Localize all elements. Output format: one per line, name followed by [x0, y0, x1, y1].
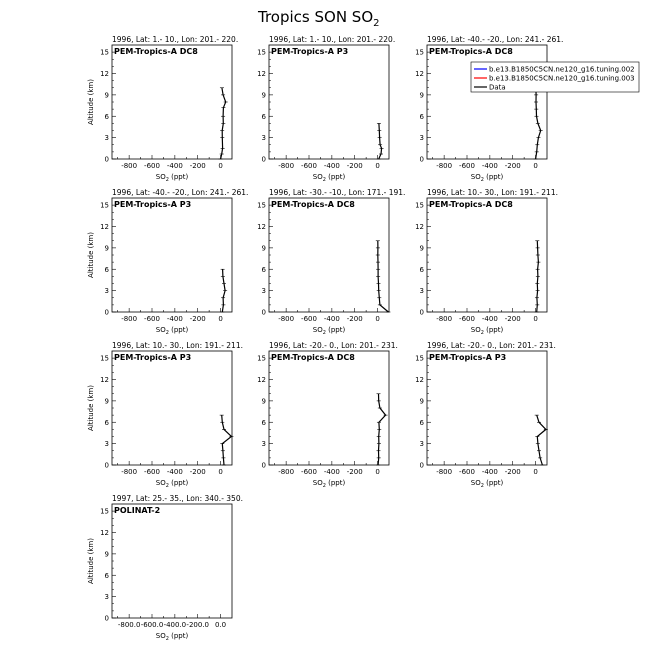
panel-3: [415, 35, 563, 183]
y-tick-label: 9: [261, 91, 266, 100]
y-tick-label: 12: [257, 70, 266, 78]
panel-header: 1996, Lat: -40.- -20., Lon: 241.- 261.: [427, 35, 564, 44]
panel-4: [87, 188, 248, 336]
y-tick-label: 9: [104, 244, 109, 253]
x-tick-label: -200.0: [186, 621, 210, 629]
y-tick-label: 0: [261, 461, 266, 470]
x-tick-label: 0: [533, 315, 538, 323]
y-tick-label: 3: [104, 134, 109, 143]
x-tick-label: -200: [189, 315, 206, 323]
x-tick-label: -800: [121, 162, 138, 170]
x-tick-label: -600: [144, 162, 160, 170]
y-tick-label: 15: [415, 48, 424, 57]
x-axis-label: $SO_2$ (ppt): [155, 632, 189, 642]
x-tick-label: -400.0: [163, 621, 187, 629]
x-tick-label: -200: [504, 162, 521, 170]
x-axis-label: $SO_2$ (ppt): [155, 326, 189, 336]
x-tick-label: -400: [481, 315, 498, 323]
y-tick-label: 9: [104, 397, 109, 406]
plot-frame: [112, 45, 232, 159]
experiment-label: PEM-Tropics-A DC8: [429, 200, 513, 209]
x-axis-label: $SO_2$ (ppt): [155, 479, 189, 489]
y-tick-label: 9: [419, 91, 424, 100]
panel-grid: [87, 35, 563, 642]
x-tick-label: -400: [481, 468, 498, 476]
panel-1: [87, 35, 238, 183]
x-tick-label: -800.0: [117, 621, 141, 629]
y-tick-label: 6: [261, 418, 266, 427]
data-profile-line: [537, 415, 546, 465]
x-tick-label: -400: [323, 468, 340, 476]
experiment-label: PEM-Tropics-A DC8: [114, 47, 198, 56]
legend-entry: b.e13.B1850C5CN.ne120_g16.tuning.003: [489, 74, 635, 83]
legend-entry: b.e13.B1850C5CN.ne120_g16.tuning.002: [489, 65, 635, 74]
x-tick-label: 0: [218, 315, 223, 323]
y-tick-label: 15: [415, 201, 424, 210]
panel-header: 1996, Lat: 1.- 10., Lon: 201.- 220.: [269, 35, 396, 44]
experiment-label: POLINAT-2: [114, 506, 161, 515]
x-tick-label: -400: [481, 162, 498, 170]
y-tick-label: 3: [419, 440, 424, 449]
x-tick-label: -600: [301, 315, 317, 323]
x-tick-label: -400: [323, 315, 340, 323]
y-tick-label: 3: [419, 134, 424, 143]
x-tick-label: -200: [504, 315, 521, 323]
y-tick-label: 0: [261, 155, 266, 164]
y-tick-label: 9: [261, 397, 266, 406]
x-tick-label: 0: [218, 162, 223, 170]
panel-header: 1996, Lat: 1.- 10., Lon: 201.- 220.: [112, 35, 239, 44]
x-tick-label: -600: [144, 468, 160, 476]
x-tick-label: -600: [459, 162, 475, 170]
x-tick-label: -800: [121, 315, 138, 323]
y-tick-label: 12: [415, 376, 424, 384]
panel-9: [415, 341, 556, 489]
y-tick-label: 12: [257, 376, 266, 384]
y-tick-label: 3: [104, 287, 109, 296]
plot-frame: [427, 198, 547, 312]
y-tick-label: 0: [104, 308, 109, 317]
y-tick-label: 6: [104, 112, 109, 121]
y-tick-label: 0: [104, 614, 109, 623]
x-tick-label: 0: [533, 162, 538, 170]
y-tick-label: 0: [419, 308, 424, 317]
plot-frame: [269, 198, 389, 312]
x-tick-label: -600: [459, 468, 475, 476]
y-tick-label: 12: [415, 70, 424, 78]
y-tick-label: 12: [100, 529, 109, 537]
x-tick-label: 0.0: [215, 621, 227, 629]
x-tick-label: -400: [166, 315, 183, 323]
plot-frame: [112, 351, 232, 465]
panel-header: 1997, Lat: 25.- 35., Lon: 340.- 350.: [112, 494, 243, 503]
y-tick-label: 0: [261, 308, 266, 317]
x-tick-label: 0: [533, 468, 538, 476]
experiment-label: PEM-Tropics-A P3: [114, 200, 192, 209]
panel-5: [257, 188, 405, 336]
experiment-label: PEM-Tropics-A P3: [114, 353, 192, 362]
panel-header: 1996, Lat: 10.- 30., Lon: 191.- 211.: [112, 341, 243, 350]
x-tick-label: 0: [375, 162, 380, 170]
plot-frame: [269, 45, 389, 159]
y-tick-label: 0: [419, 155, 424, 164]
panel-header: 1996, Lat: -20.- 0., Lon: 201.- 231.: [269, 341, 398, 350]
experiment-label: PEM-Tropics-A P3: [429, 353, 507, 362]
y-tick-label: 9: [419, 244, 424, 253]
y-tick-label: 3: [419, 287, 424, 296]
x-tick-label: 0: [375, 315, 380, 323]
legend: [471, 62, 639, 92]
y-tick-label: 0: [419, 461, 424, 470]
y-tick-label: 15: [100, 507, 109, 516]
y-tick-label: 15: [100, 354, 109, 363]
y-tick-label: 15: [100, 48, 109, 57]
legend-entry: Data: [489, 83, 506, 92]
experiment-label: PEM-Tropics-A P3: [271, 47, 349, 56]
y-tick-label: 3: [261, 287, 266, 296]
panel-2: [257, 35, 395, 183]
x-tick-label: -800: [436, 162, 453, 170]
y-tick-label: 15: [257, 354, 266, 363]
plot-frame: [269, 351, 389, 465]
x-tick-label: 0: [375, 468, 380, 476]
x-axis-label: $SO_2$ (ppt): [155, 173, 189, 183]
x-axis-label: $SO_2$ (ppt): [312, 173, 346, 183]
y-tick-label: 9: [261, 244, 266, 253]
plot-frame: [112, 198, 232, 312]
experiment-label: PEM-Tropics-A DC8: [271, 200, 355, 209]
plot-frame: [112, 504, 232, 618]
y-axis-label: Altitude (km): [87, 232, 95, 278]
x-tick-label: 0: [218, 468, 223, 476]
x-tick-label: -600.0: [140, 621, 164, 629]
y-tick-label: 9: [104, 91, 109, 100]
y-tick-label: 6: [104, 418, 109, 427]
x-tick-label: -200: [346, 162, 363, 170]
data-profile-line: [379, 123, 382, 159]
experiment-label: PEM-Tropics-A DC8: [429, 47, 513, 56]
panel-header: 1996, Lat: -40.- -20., Lon: 241.- 261.: [112, 188, 249, 197]
x-tick-label: -800: [121, 468, 138, 476]
plot-frame: [427, 351, 547, 465]
data-profile-line: [222, 415, 232, 465]
y-tick-label: 6: [104, 571, 109, 580]
x-tick-label: -800: [436, 468, 453, 476]
x-axis-label: $SO_2$ (ppt): [312, 479, 346, 489]
y-tick-label: 0: [104, 461, 109, 470]
x-tick-label: -800: [436, 315, 453, 323]
panel-header: 1996, Lat: 10.- 30., Lon: 191.- 211.: [427, 188, 558, 197]
y-tick-label: 12: [257, 223, 266, 231]
x-tick-label: -600: [144, 315, 160, 323]
panel-8: [257, 341, 398, 489]
x-tick-label: -600: [459, 315, 475, 323]
y-tick-label: 3: [104, 593, 109, 602]
x-axis-label: $SO_2$ (ppt): [470, 173, 504, 183]
x-tick-label: -400: [323, 162, 340, 170]
y-tick-label: 9: [419, 397, 424, 406]
y-axis-label: Altitude (km): [87, 538, 95, 584]
y-tick-label: 12: [415, 223, 424, 231]
x-tick-label: -800: [278, 315, 295, 323]
x-tick-label: -200: [346, 468, 363, 476]
y-tick-label: 12: [100, 376, 109, 384]
x-tick-label: -200: [346, 315, 363, 323]
x-tick-label: -400: [166, 468, 183, 476]
x-axis-label: $SO_2$ (ppt): [470, 326, 504, 336]
panel-6: [415, 188, 558, 336]
y-axis-label: Altitude (km): [87, 385, 95, 431]
y-tick-label: 6: [419, 265, 424, 274]
y-tick-label: 6: [419, 112, 424, 121]
y-tick-label: 12: [100, 223, 109, 231]
y-tick-label: 15: [257, 48, 266, 57]
x-tick-label: -200: [189, 162, 206, 170]
panel-10: [87, 494, 243, 642]
x-tick-label: -800: [278, 162, 295, 170]
y-tick-label: 6: [104, 265, 109, 274]
x-axis-label: $SO_2$ (ppt): [470, 479, 504, 489]
y-tick-label: 15: [100, 201, 109, 210]
y-tick-label: 3: [104, 440, 109, 449]
y-tick-label: 0: [104, 155, 109, 164]
x-tick-label: -800: [278, 468, 295, 476]
panel-7: [87, 341, 243, 489]
y-tick-label: 6: [261, 112, 266, 121]
panel-header: 1996, Lat: -20.- 0., Lon: 201.- 231.: [427, 341, 556, 350]
x-tick-label: -200: [189, 468, 206, 476]
experiment-label: PEM-Tropics-A DC8: [271, 353, 355, 362]
y-tick-label: 6: [261, 265, 266, 274]
y-tick-label: 3: [261, 134, 266, 143]
x-tick-label: -600: [301, 162, 317, 170]
y-tick-label: 12: [100, 70, 109, 78]
x-tick-label: -600: [301, 468, 317, 476]
svg-text:Tropics SON SO2: Tropics SON $SO_2$: [258, 8, 380, 29]
y-tick-label: 3: [261, 440, 266, 449]
y-axis-label: Altitude (km): [87, 79, 95, 125]
panel-header: 1996, Lat: -30.- -10., Lon: 171.- 191.: [269, 188, 406, 197]
x-tick-label: -200: [504, 468, 521, 476]
y-tick-label: 15: [415, 354, 424, 363]
figure-title: [257, 8, 380, 29]
x-axis-label: $SO_2$ (ppt): [312, 326, 346, 336]
x-tick-label: -400: [166, 162, 183, 170]
y-tick-label: 6: [419, 418, 424, 427]
y-tick-label: 15: [257, 201, 266, 210]
y-tick-label: 9: [104, 550, 109, 559]
